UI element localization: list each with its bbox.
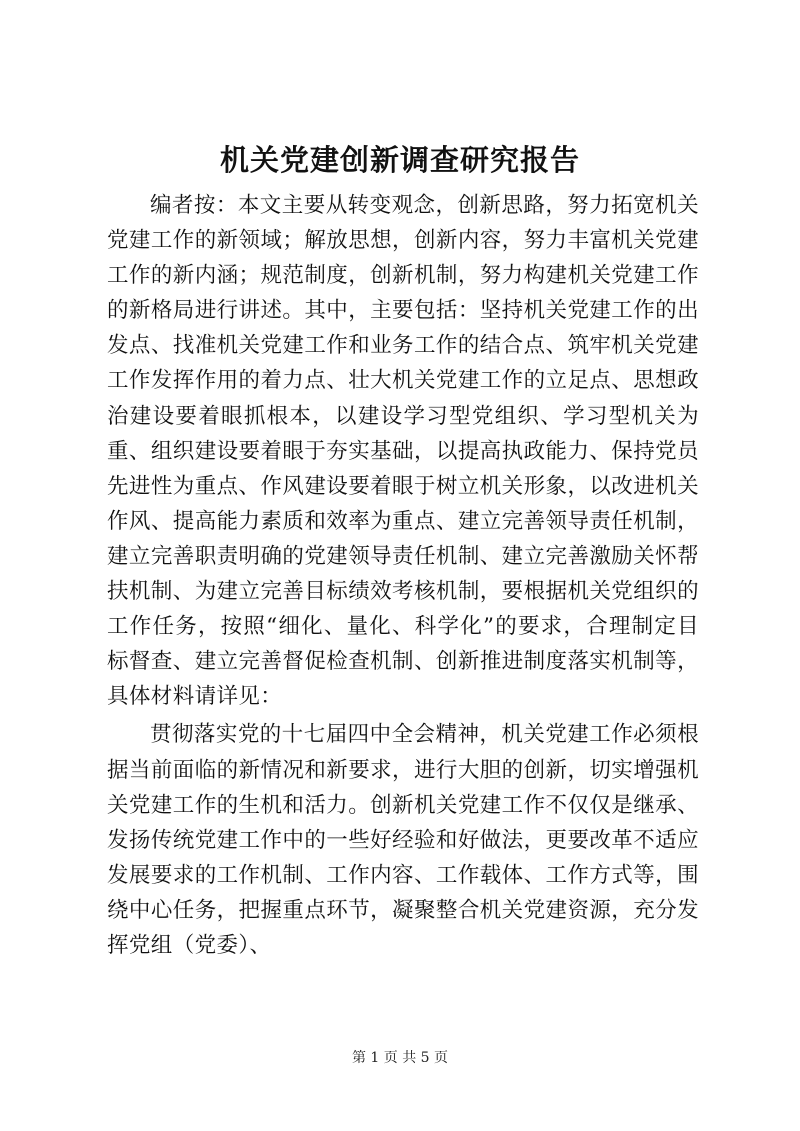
page-indicator: 第 1 页 共 5 页 [351, 1050, 449, 1066]
body-paragraph: 贯彻落实党的十七届四中全会精神，机关党建工作必须根据当前面临的新情况和新要求，进行大胆的创新，切实增强机关党建工作的生机和活力。创新机关党建工作不仅仅是继承、发扬传统党建工作中的一些好经验和好做法，更要改革不适应发展要求的工作机制、工作内容、工作载体、工作方式等，围绕中心任务，把握重点环节，凝聚整合机关党建资源，充分发挥党组（党委）、 [107, 722, 699, 958]
document-body [107, 188, 699, 963]
editor-note-paragraph: 编者按：本文主要从转变观念，创新思路，努力拓宽机关党建工作的新领域；解放思想，创新内容，努力丰富机关党建工作的新内涵；规范制度，创新机制，努力构建机关党建工作的新格局进行讲述。其中，主要包括：坚持机关党建工作的出发点、找准机关党建工作和业务工作的结合点、筑牢机关党建工作发挥作用的着力点、壮大机关党建工作的立足点、思想政治建设要着眼抓根本，以建设学习型党组织、学习型机关为重、组织建设要着眼于夯实基础，以提高执政能力、保持党员先进性为重点、作风建设要着眼于树立机关形象，以改进机关作风、提高能力素质和效率为重点、建立完善领导责任机制，建立完善职责明确的党建领导责任机制、建立完善激励关怀帮扶机制、为建立完善目标绩效考核机制，要根据机关党组织的工作任务，按照“细化、量化、科学化”的要求，合理制定目标督查、建立完善督促检查机制、创新推进制度落实机制等，具体材料请详见： [107, 193, 699, 710]
document-title: 机关党建创新调查研究报告 [219, 143, 580, 177]
